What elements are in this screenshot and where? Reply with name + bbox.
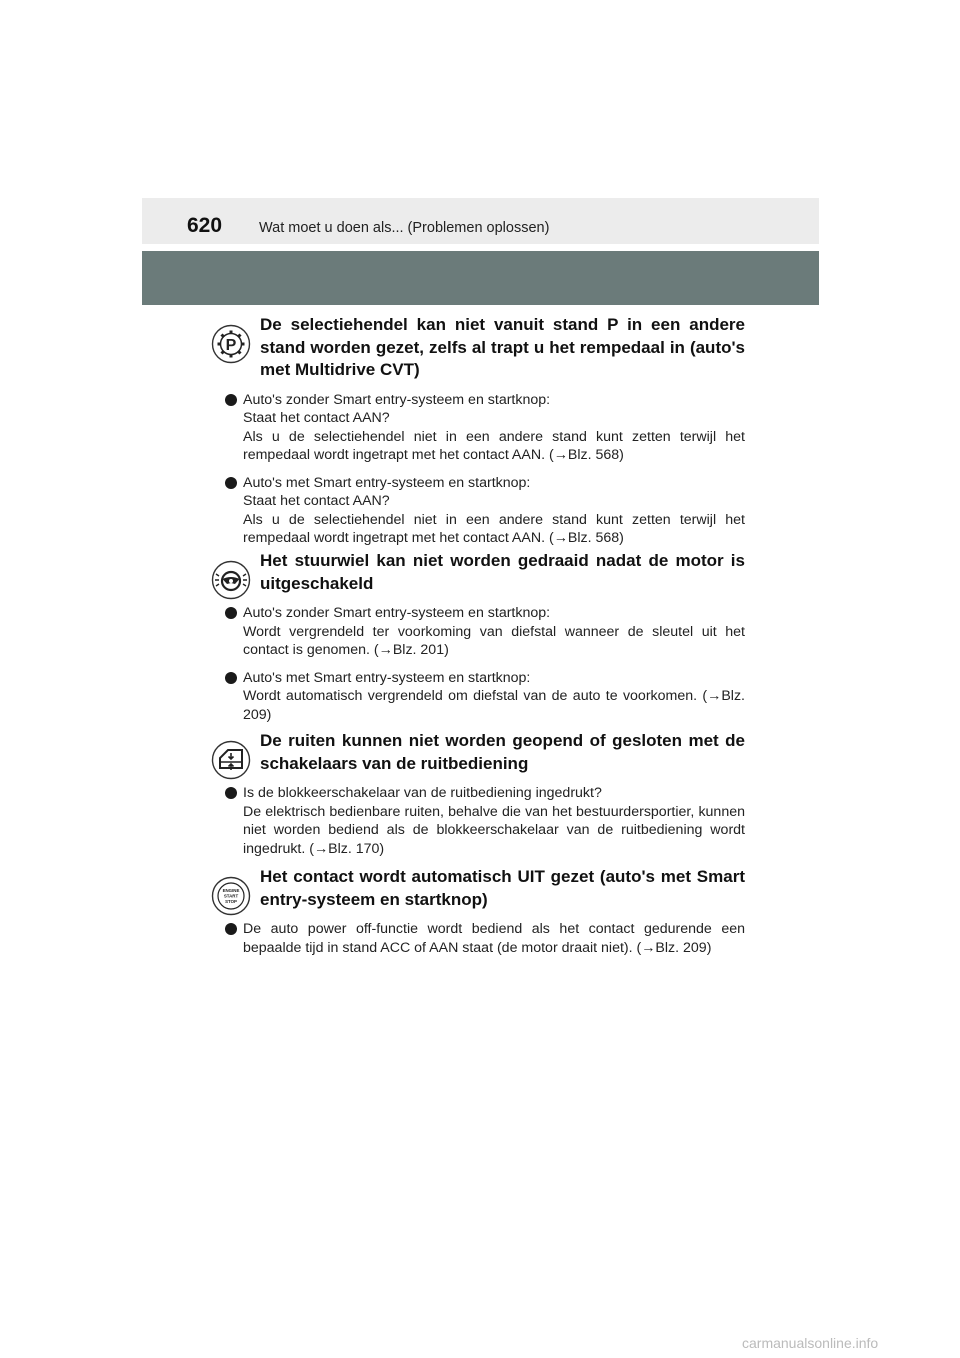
bullet-subtitle: Auto's met Smart entry-systeem en startknop: <box>243 474 531 491</box>
bullet-dot <box>225 477 237 489</box>
bullet-dot <box>225 672 237 684</box>
list-item <box>211 784 745 858</box>
bullet-body: Wordt vergrendeld ter voorkoming van diefstal wanneer de sleutel uit het contact is genomen. (→Blz. 201) <box>243 623 745 658</box>
icon-label-stop: STOP <box>225 899 237 904</box>
list-item <box>211 474 745 548</box>
bullet-body: Als u de selectiehendel niet in een andere stand kunt zetten terwijl het rempedaal wordt ingetrapt met het contact AAN. (→Blz. 568) <box>243 511 745 546</box>
section-band <box>142 251 819 305</box>
bullet-dot <box>225 923 237 935</box>
steering-lock-icon <box>211 560 251 600</box>
section-title: De ruiten kunnen niet worden geopend of gesloten met de schakelaars van de ruitbediening <box>260 731 745 773</box>
section-title: Het contact wordt automatisch UIT gezet (auto's met Smart entry-systeem en startknop) <box>260 867 745 909</box>
section-steering-wheel <box>211 550 745 724</box>
bullet-dot <box>225 607 237 619</box>
watermark: carmanualsonline.info <box>742 1335 879 1351</box>
section-title: Het stuurwiel kan niet worden gedraaid nadat de motor is uitgeschakeld <box>260 551 745 593</box>
bullet-body: De elektrisch bedienbare ruiten, behalve die van het bestuurdersportier, kunnen niet worden bediend als de blokkeerschakelaar van de ruitbediening wordt ingedrukt. (→Blz. 170) <box>243 803 745 857</box>
bullet-question: Staat het contact AAN? <box>243 410 390 426</box>
header-title: Wat moet u doen als... (Problemen oplossen) <box>259 220 550 236</box>
bullet-dot <box>225 787 237 799</box>
p-gear-icon <box>211 324 251 364</box>
section-shift-lever <box>211 314 745 548</box>
svg-text:P: P <box>225 337 237 354</box>
power-window-icon <box>211 740 251 780</box>
bullet-subtitle: Auto's zonder Smart entry-systeem en startknop: <box>243 391 551 408</box>
bullet-body: De auto power off-functie wordt bediend als het contact gedurende een bepaalde tijd in stand ACC of AAN staat (de motor draait niet). (→Blz. 209) <box>243 921 745 956</box>
bullet-subtitle: Is de blokkeerschakelaar van de ruitbediening ingedrukt? <box>243 785 602 801</box>
bullet-body: Wordt automatisch vergrendeld om diefstal van de auto te voorkomen. (→Blz. 209) <box>243 688 745 723</box>
bullet-question: Staat het contact AAN? <box>243 493 390 509</box>
bullet-body: Als u de selectiehendel niet in een andere stand kunt zetten terwijl het rempedaal wordt ingetrapt met het contact AAN. (→Blz. 568) <box>243 428 745 463</box>
engine-start-stop-icon <box>211 876 251 916</box>
icon-label-start: START <box>223 893 239 899</box>
list-item <box>211 604 745 660</box>
bullet-dot <box>225 394 237 406</box>
bullet-subtitle: Auto's zonder Smart entry-systeem en startknop: <box>243 605 551 621</box>
bullet-subtitle: Auto's met Smart entry-systeem en startknop: <box>243 669 531 686</box>
list-item <box>211 669 745 725</box>
list-item <box>211 920 745 957</box>
section-windows <box>211 730 745 858</box>
icon-label-engine: ENGINE <box>222 888 240 893</box>
page-number: 620 <box>187 214 223 237</box>
list-item <box>211 391 745 465</box>
section-auto-power-off <box>211 866 745 957</box>
section-title: De selectiehendel kan niet vanuit stand P in een andere stand worden gezet, zelfs al trapt u het rempedaal in (auto's met Multidrive CVT) <box>260 315 745 379</box>
